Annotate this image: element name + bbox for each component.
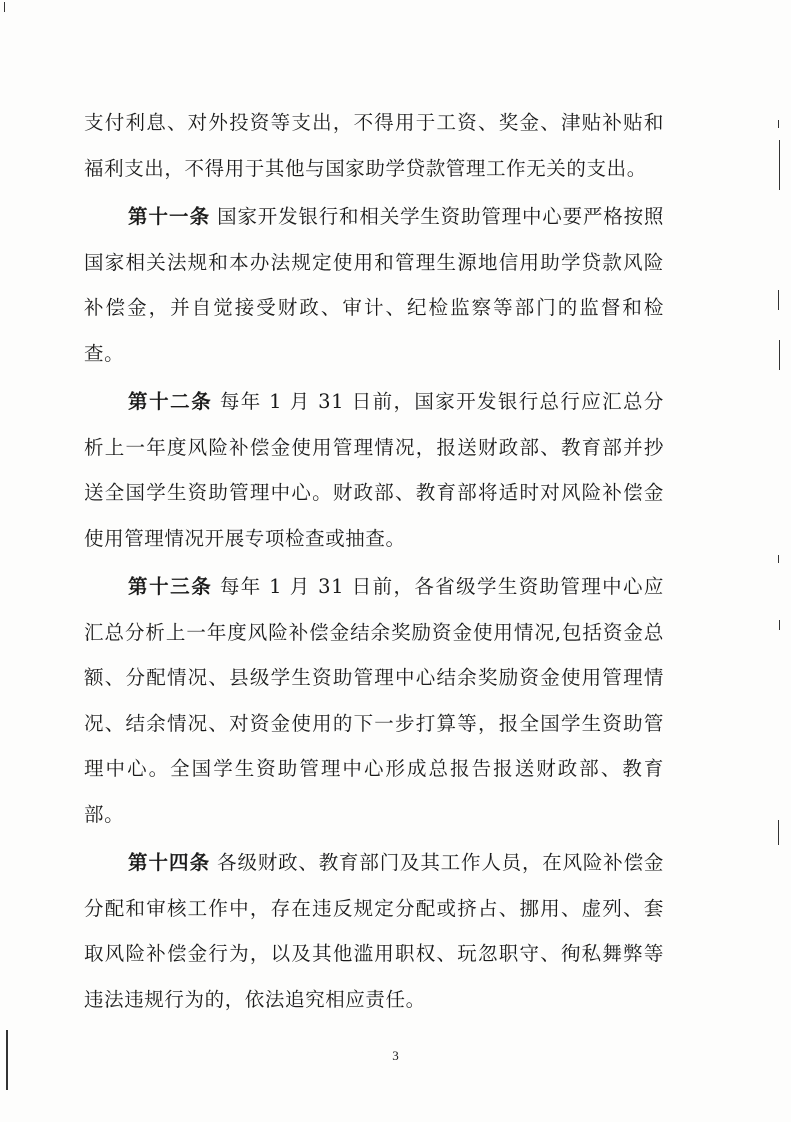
scan-mark (779, 340, 780, 370)
scan-mark (778, 120, 779, 128)
scan-mark (778, 555, 779, 563)
article-heading: 第十二条 (128, 390, 213, 413)
scan-mark (779, 620, 780, 630)
scan-mark (778, 820, 779, 845)
paragraph-text: 各级财政、教育部门及其工作人员，在风险补偿金分配和审核工作中，存在违反规定分配或挤占、挪用、虚列、套取风险补偿金行为，以及其他滥用职权、玩忽职守、徇私舞弊等违法违规行为的，依法追究相应责任。 (84, 851, 664, 1011)
article-11 (84, 194, 664, 376)
article-heading: 第十三条 (128, 575, 213, 598)
article-heading: 第十一条 (128, 205, 211, 228)
scan-mark (4, 2, 5, 12)
page-number: 3 (392, 1048, 399, 1063)
paragraph-text: 支付利息、对外投资等支出，不得用于工资、奖金、津贴补贴和福利支出，不得用于其他与国家助学贷款管理工作无关的支出。 (84, 111, 664, 180)
article-12 (84, 379, 664, 561)
scan-mark (779, 140, 780, 190)
article-heading: 第十四条 (128, 851, 211, 874)
paragraph-continuation (84, 100, 664, 191)
paragraph-text: 国家开发银行和相关学生资助管理中心要严格按照国家相关法规和本办法规定使用和管理生源地信用助学贷款风险补偿金，并自觉接受财政、审计、纪检监察等部门的监督和检查。 (84, 205, 664, 365)
article-14 (84, 840, 664, 1022)
paragraph-text: 每年 1 月 31 日前，国家开发银行总行应汇总分析上一年度风险补偿金使用管理情况，报送财政部、教育部并抄送全国学生资助管理中心。财政部、教育部将适时对风险补偿金使用管理情况开展专项检查或抽查。 (84, 390, 665, 550)
body-text (84, 100, 664, 1022)
paragraph-text: 每年 1 月 31 日前，各省级学生资助管理中心应汇总分析上一年度风险补偿金结余奖励资金使用情况,包括资金总额、分配情况、县级学生资助管理中心结余奖励资金使用管理情况、结余情况、对资金使用的下一步打算等，报全国学生资助管理中心。全国学生资助管理中心形成总报告报送财政部、教育部。 (84, 575, 665, 826)
article-13 (84, 564, 664, 837)
scan-mark (778, 290, 779, 310)
